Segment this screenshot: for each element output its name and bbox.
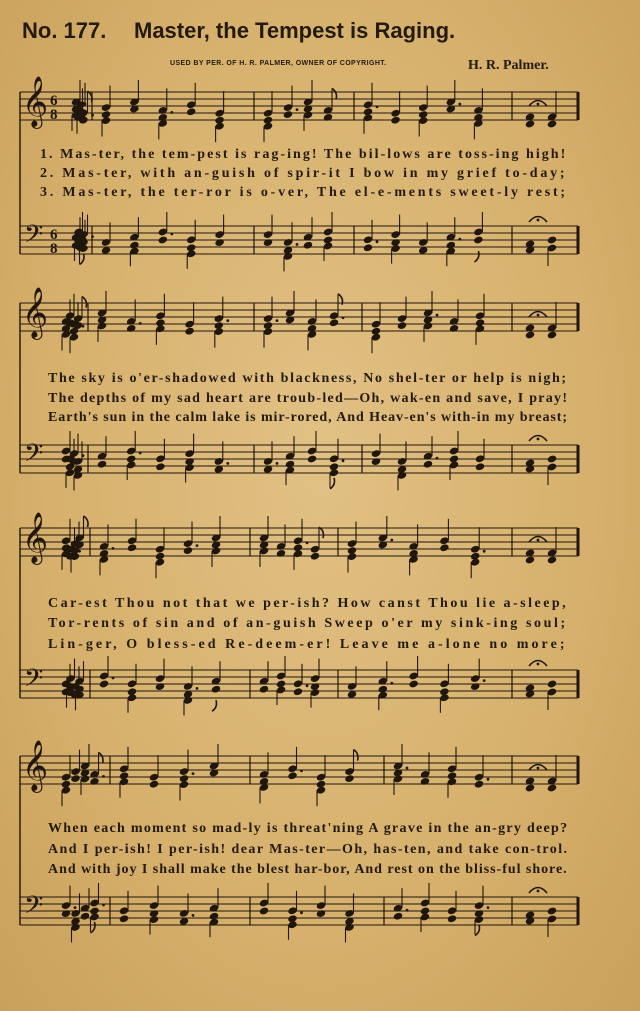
- rhythm-dot: [170, 111, 173, 114]
- note-flag: [82, 297, 87, 308]
- lyric-line-verse-2: The depths of my sad heart are troub-led—Oh, wak-en and save, I pray!: [48, 391, 569, 406]
- note-flag: [91, 922, 96, 933]
- rhythm-dot: [483, 550, 486, 553]
- lyric-line-verse-2: And I per-ish! I per-ish! dear Mas-ter—Oh, has-ten, and take con-trol.: [48, 842, 569, 857]
- quarter-note: [547, 235, 557, 244]
- note-head: [259, 685, 269, 694]
- note-head: [329, 318, 339, 327]
- note-head: [371, 457, 381, 466]
- fermata-dot: [537, 539, 540, 542]
- note-head: [310, 552, 320, 561]
- rhythm-dot: [139, 322, 142, 325]
- note-head: [149, 780, 159, 789]
- hymn-number: No. 177.: [22, 18, 107, 43]
- treble-clef-icon: 𝄞: [22, 512, 49, 563]
- fermata-dot: [537, 890, 540, 893]
- rhythm-dot: [376, 240, 379, 243]
- note-head: [316, 909, 326, 918]
- note-head: [323, 113, 333, 122]
- note-head: [119, 914, 129, 923]
- rhythm-dot: [74, 906, 77, 909]
- note-head: [474, 780, 484, 789]
- rhythm-dot: [406, 767, 409, 770]
- quarter-note: [547, 555, 557, 564]
- rhythm-dot: [276, 319, 279, 322]
- whole-note: [525, 783, 535, 792]
- lyric-line-verse-3: 3. Mas-ter, the ter-ror is o-ver, The el-e-ments sweet-ly rest;: [40, 185, 568, 200]
- lyric-line-verse-2: 2. Mas-ter, with an-guish of spir-it I bow in my grief to-day;: [40, 166, 568, 181]
- lyric-line-verse-2: Tor-rents of sin and of an-guish Sweep o'er my sink-ing soul;: [48, 616, 568, 631]
- quarter-note: [547, 906, 557, 915]
- note-head: [393, 912, 403, 921]
- rhythm-dot: [458, 238, 461, 241]
- rhythm-dot: [406, 909, 409, 912]
- rhythm-dot: [91, 235, 94, 238]
- note-head: [126, 324, 136, 333]
- note-head: [155, 682, 165, 691]
- time-signature-bottom: 8: [50, 241, 58, 257]
- note-head: [344, 774, 354, 783]
- note-head: [70, 774, 80, 783]
- note-head: [127, 543, 137, 552]
- rhythm-dot: [112, 547, 115, 550]
- note-flag: [354, 750, 359, 761]
- quarter-note: [547, 330, 557, 339]
- time-signature-bottom: 8: [50, 107, 58, 123]
- fermata-dot: [537, 314, 540, 317]
- composer-credit: H. R. Palmer.: [468, 58, 549, 73]
- lyric-line-verse-1: 1. Mas-ter, the tem-pest is rag-ing! The bil-lows are toss-ing high!: [40, 147, 568, 162]
- note-flag: [80, 254, 85, 265]
- note-head: [423, 460, 433, 469]
- rhythm-dot: [170, 233, 173, 236]
- note-head: [89, 777, 99, 786]
- note-head: [439, 543, 449, 552]
- note-head: [214, 238, 224, 247]
- quarter-note: [547, 119, 557, 128]
- lyric-line-verse-3: Lin-ger, O bless-ed Re-deem-er! Leave me a-lone no more;: [48, 637, 568, 652]
- rhythm-dot: [458, 103, 461, 106]
- note-head: [259, 906, 269, 915]
- note-head: [183, 546, 193, 555]
- fermata-dot: [537, 663, 540, 666]
- note-head: [449, 324, 459, 333]
- note-head: [283, 110, 293, 119]
- rhythm-dot: [306, 684, 309, 687]
- rhythm-dot: [306, 541, 309, 544]
- whole-note: [525, 330, 535, 339]
- rhythm-dot: [296, 108, 299, 111]
- note-head: [211, 685, 221, 694]
- hymn-title: Master, the Tempest is Raging.: [134, 18, 456, 43]
- note-head: [186, 107, 196, 116]
- rhythm-dot: [390, 539, 393, 542]
- rhythm-dot: [300, 769, 303, 772]
- quarter-note: [547, 783, 557, 792]
- rhythm-dot: [196, 544, 199, 547]
- bass-clef-icon: 𝄢: [24, 891, 44, 926]
- whole-note: [525, 119, 535, 128]
- treble-clef-icon: 𝄞: [22, 740, 49, 791]
- rhythm-dot: [342, 459, 345, 462]
- note-head: [276, 549, 286, 558]
- copyright-note: USED BY PER. OF H. R. PALMER, OWNER OF COPYRIGHT.: [170, 60, 387, 67]
- lyric-line-verse-3: Earth's sun in the calm lake is mir-rored, And Heav-en's with-in my breast;: [48, 410, 568, 425]
- rhythm-dot: [436, 314, 439, 317]
- note-head: [390, 116, 400, 125]
- fermata-dot: [537, 767, 540, 770]
- rhythm-dot: [487, 778, 490, 781]
- rhythm-dot: [342, 316, 345, 319]
- rhythm-dot: [296, 243, 299, 246]
- fermata-dot: [537, 103, 540, 106]
- note-flag: [474, 251, 479, 262]
- bass-clef-icon: 𝄢: [24, 664, 44, 699]
- note-flag: [88, 91, 93, 102]
- rhythm-dot: [196, 687, 199, 690]
- rhythm-dot: [226, 462, 229, 465]
- note-flag: [319, 527, 324, 538]
- note-flag: [99, 752, 104, 763]
- rhythm-dot: [276, 462, 279, 465]
- time-signature-top: 6: [50, 227, 58, 243]
- rhythm-dot: [102, 775, 105, 778]
- fermata-dot: [537, 219, 540, 222]
- rhythm-dot: [487, 906, 490, 909]
- bass-clef-icon: 𝄢: [24, 439, 44, 474]
- lyric-line-verse-1: The sky is o'er-shadowed with blackness, No shel-ter or help is nigh;: [48, 371, 568, 386]
- note-flag: [332, 88, 337, 99]
- rhythm-dot: [376, 105, 379, 108]
- note-head: [263, 238, 273, 247]
- note-head: [473, 235, 483, 244]
- quarter-note: [547, 454, 557, 463]
- lyric-line-verse-1: Car-est Thou not that we per-ish? How canst Thou lie a-sleep,: [48, 596, 569, 611]
- note-flag: [330, 478, 335, 489]
- note-head: [184, 327, 194, 336]
- note-flag: [475, 925, 480, 936]
- note-head: [307, 454, 317, 463]
- note-head: [408, 679, 418, 688]
- whole-note: [525, 555, 535, 564]
- rhythm-dot: [192, 914, 195, 917]
- rhythm-dot: [300, 911, 303, 914]
- rhythm-dot: [91, 114, 94, 117]
- note-head: [475, 462, 485, 471]
- rhythm-dot: [390, 682, 393, 685]
- time-signature-top: 6: [50, 93, 58, 109]
- note-head: [420, 777, 430, 786]
- note-flag: [84, 516, 89, 527]
- note-head: [470, 682, 480, 691]
- fermata-dot: [537, 438, 540, 441]
- note-head: [155, 462, 165, 471]
- lyric-line-verse-1: When each moment so mad-ly is threat'ning A grave in the an-gry deep?: [48, 821, 569, 836]
- treble-clef-icon: 𝄞: [22, 287, 49, 338]
- quarter-note: [547, 679, 557, 688]
- note-head: [61, 909, 71, 918]
- note-head: [293, 687, 303, 696]
- rhythm-dot: [112, 677, 115, 680]
- note-head: [287, 771, 297, 780]
- rhythm-dot: [139, 452, 142, 455]
- rhythm-dot: [102, 904, 105, 907]
- rhythm-dot: [192, 772, 195, 775]
- note-head: [303, 241, 313, 250]
- rhythm-dot: [226, 319, 229, 322]
- note-head: [447, 914, 457, 923]
- rhythm-dot: [483, 679, 486, 682]
- note-head: [363, 243, 373, 252]
- note-head: [99, 679, 109, 688]
- lyric-line-verse-3: And with joy I shall make the blest har-bor, And rest on the bliss-ful shore.: [48, 862, 568, 877]
- note-head: [397, 321, 407, 330]
- note-head: [80, 912, 90, 921]
- note-head: [158, 235, 168, 244]
- note-head: [97, 460, 107, 469]
- rhythm-dot: [436, 457, 439, 460]
- bass-clef-icon: 𝄢: [24, 220, 44, 255]
- note-flag: [212, 700, 217, 711]
- treble-clef-icon: 𝄞: [22, 76, 49, 127]
